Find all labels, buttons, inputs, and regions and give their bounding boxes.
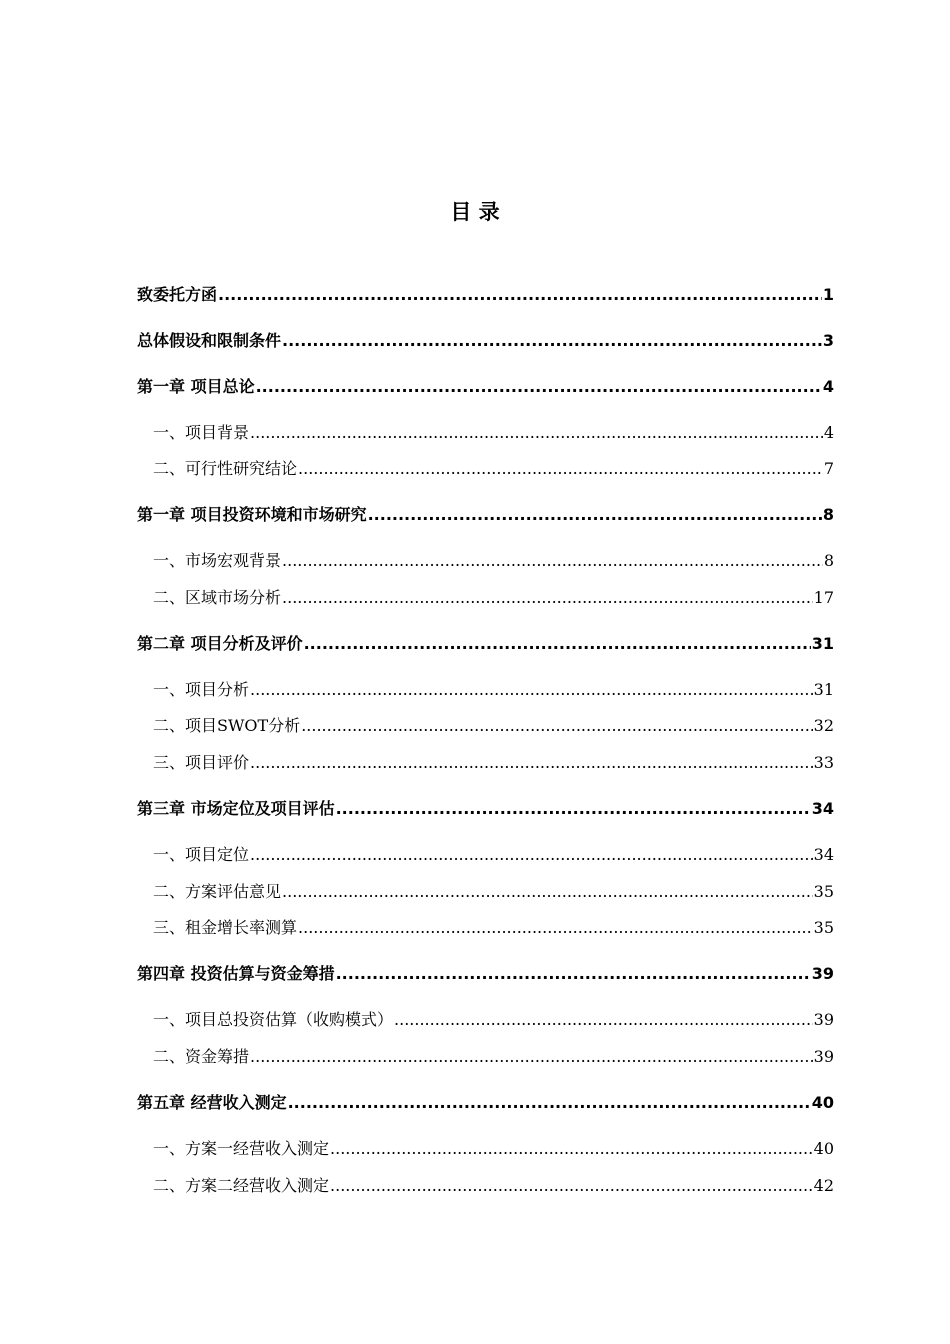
toc-page-number: 7 [823, 459, 834, 478]
toc-dot-leader [298, 458, 823, 480]
toc-page-number: 39 [813, 1047, 834, 1066]
toc-page-number: 17 [813, 588, 834, 607]
toc-dot-leader [288, 1092, 811, 1114]
toc-entry[interactable] [137, 326, 834, 352]
toc-dot-leader [250, 1046, 813, 1068]
toc-entry-label: 总体假设和限制条件 [137, 331, 282, 350]
toc-entry[interactable] [137, 546, 834, 572]
toc-entry-label: 第三章 市场定位及项目评估 [137, 799, 335, 818]
toc-entry[interactable] [137, 748, 834, 774]
toc-entry-label: 第四章 投资估算与资金筹措 [137, 964, 335, 983]
toc-page-number: 33 [813, 753, 834, 772]
table-of-contents [137, 0, 834, 1344]
toc-entry[interactable] [137, 1171, 834, 1197]
toc-entry-label: 一、方案一经营收入测定 [153, 1139, 330, 1158]
toc-entry[interactable] [137, 418, 834, 444]
toc-page-number: 31 [813, 680, 834, 699]
toc-entry[interactable] [137, 629, 834, 655]
toc-entry-label: 第一章 项目总论 [137, 377, 255, 396]
toc-entry-label: 一、项目定位 [153, 845, 250, 864]
toc-page-number: 39 [813, 1010, 834, 1029]
toc-entry[interactable] [137, 1134, 834, 1160]
toc-dot-leader [250, 422, 823, 444]
toc-entry-label: 二、区域市场分析 [153, 588, 282, 607]
toc-dot-leader [301, 715, 812, 737]
toc-entry-label: 一、市场宏观背景 [153, 551, 282, 570]
toc-entry[interactable] [137, 959, 834, 985]
toc-dot-leader [394, 1009, 813, 1031]
toc-dot-leader [250, 844, 813, 866]
toc-page-number: 34 [811, 799, 834, 818]
toc-entry-label: 二、可行性研究结论 [153, 459, 298, 478]
toc-page-number: 32 [813, 716, 834, 735]
toc-entry-label: 二、项目SWOT分析 [153, 716, 301, 735]
toc-entry-label: 一、项目总投资估算（收购模式） [153, 1010, 394, 1029]
toc-page-number: 35 [813, 882, 834, 901]
toc-entry[interactable] [137, 1005, 834, 1031]
toc-dot-leader [282, 550, 823, 572]
toc-entry[interactable] [137, 794, 834, 820]
toc-dot-leader [368, 504, 822, 526]
toc-entry[interactable] [137, 372, 834, 398]
toc-page-number: 31 [811, 634, 834, 653]
toc-dot-leader [282, 330, 822, 352]
toc-dot-leader [282, 587, 813, 609]
toc-entry-label: 第一章 项目投资环境和市场研究 [137, 505, 367, 524]
toc-dot-leader [304, 633, 811, 655]
toc-page-number: 42 [813, 1176, 834, 1195]
toc-dot-leader [336, 963, 811, 985]
toc-dot-leader [282, 881, 813, 903]
toc-entry-label: 二、方案评估意见 [153, 882, 282, 901]
toc-entry[interactable] [137, 913, 834, 939]
toc-page-number: 40 [811, 1093, 834, 1112]
toc-dot-leader [250, 679, 813, 701]
toc-entry-label: 第二章 项目分析及评价 [137, 634, 303, 653]
toc-page-number: 35 [813, 918, 834, 937]
toc-dot-leader [256, 376, 822, 398]
toc-entry-label: 二、方案二经营收入测定 [153, 1176, 330, 1195]
toc-entry-label: 三、租金增长率测算 [153, 918, 298, 937]
toc-page-number: 8 [823, 551, 834, 570]
toc-page-number: 4 [823, 423, 834, 442]
page-title: 目 录 [450, 200, 500, 224]
toc-entry[interactable] [137, 280, 834, 306]
toc-page-number: 39 [811, 964, 834, 983]
toc-entry-label: 一、项目背景 [153, 423, 250, 442]
toc-page-number: 3 [822, 331, 834, 350]
toc-entry[interactable] [137, 711, 834, 737]
toc-entry-label: 一、项目分析 [153, 680, 250, 699]
toc-entry-label: 第五章 经营收入测定 [137, 1093, 287, 1112]
toc-page-number: 40 [813, 1139, 834, 1158]
toc-entry-label: 三、项目评价 [153, 753, 250, 772]
toc-dot-leader [298, 917, 813, 939]
toc-page-number: 1 [822, 285, 834, 304]
toc-entry[interactable] [137, 675, 834, 701]
toc-entry[interactable] [137, 500, 834, 526]
toc-page-number: 34 [813, 845, 834, 864]
toc-entry[interactable] [137, 840, 834, 866]
toc-dot-leader [336, 798, 811, 820]
toc-dot-leader [330, 1138, 813, 1160]
toc-dot-leader [218, 284, 822, 306]
toc-entry[interactable] [137, 877, 834, 903]
toc-dot-leader [330, 1175, 813, 1197]
toc-entry[interactable] [137, 454, 834, 480]
toc-entry[interactable] [137, 1042, 834, 1068]
toc-entry-label: 二、资金筹措 [153, 1047, 250, 1066]
toc-dot-leader [250, 752, 813, 774]
toc-entry-label: 致委托方函 [137, 285, 218, 304]
toc-entry[interactable] [137, 1088, 834, 1114]
toc-entry[interactable] [137, 583, 834, 609]
toc-page-number: 4 [822, 377, 834, 396]
toc-page-number: 8 [822, 505, 834, 524]
